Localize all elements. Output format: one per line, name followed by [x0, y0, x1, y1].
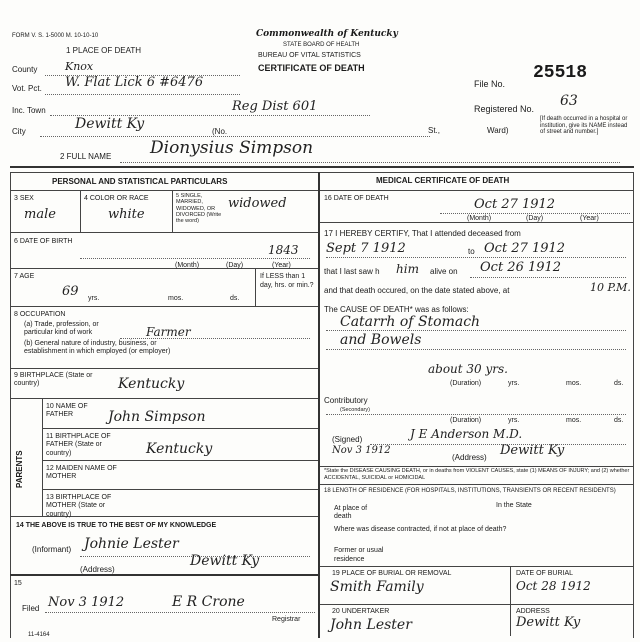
medical-heading: MEDICAL CERTIFICATE OF DEATH — [376, 176, 510, 185]
page-title: CERTIFICATE OF DEATH — [258, 63, 365, 73]
informant-heading: 14 THE ABOVE IS TRUE TO THE BEST OF MY KNOWLEDGE — [16, 522, 217, 529]
occupation-b-label: (b) General nature of industry, business, or establishment in which employed (or employer) — [24, 340, 171, 356]
dob-month-label: (Month) — [175, 262, 200, 269]
undertaker-address-label: ADDRESS — [516, 608, 550, 615]
informant-value: Johnie Lester — [84, 536, 179, 552]
burial-date-value: Oct 28 1912 — [516, 579, 591, 593]
undertaker-value: John Lester — [330, 617, 412, 633]
full-name-label: 2 FULL NAME — [60, 152, 112, 161]
alive-on-value: Oct 26 1912 — [480, 260, 562, 275]
occupation-value: Farmer — [146, 325, 191, 339]
cause-line-1: Catarrh of Stomach — [340, 314, 481, 330]
father-birthplace-label: 11 BIRTHPLACE OF FATHER (State or country) — [46, 433, 111, 457]
death-month-label: (Month) — [467, 215, 492, 222]
secondary-label: (Secondary) — [340, 407, 370, 413]
dob-year-value: 1843 — [268, 243, 299, 257]
registered-no-label: Registered No. — [474, 104, 535, 114]
ward-label: Ward) — [487, 126, 509, 135]
age-mos-label: mos. — [168, 295, 184, 302]
dob-label: 6 DATE OF BIRTH — [14, 238, 73, 245]
less-than-day-label: If LESS than 1 day, hrs. or min.? — [260, 273, 314, 290]
in-state-label: In the State — [496, 502, 532, 509]
marital-value: widowed — [228, 196, 287, 211]
certify-label: 17 I HEREBY CERTIFY, That I attended deceased from — [324, 229, 521, 238]
duration-ds-label: ds. — [614, 380, 624, 387]
reg-dist-value: Reg Dist 601 — [232, 99, 318, 114]
father-birthplace-value: Kentucky — [146, 441, 213, 457]
personal-heading: PERSONAL AND STATISTICAL PARTICULARS — [52, 177, 228, 186]
full-name-value: Dionysius Simpson — [150, 138, 314, 158]
age-ds-label: ds. — [230, 295, 240, 302]
county-value: Knox — [65, 60, 94, 73]
alive-on-label: alive on — [430, 267, 458, 276]
duration-mos-label: mos. — [566, 380, 582, 387]
registered-no-value: 63 — [560, 93, 578, 109]
occupation-a-label: (a) Trade, profession, or particular kind of work — [24, 321, 99, 337]
date-of-death-value: Oct 27 1912 — [474, 197, 556, 212]
sex-value: male — [24, 207, 56, 222]
burial-label: 19 PLACE OF BURIAL OR REMOVAL — [332, 570, 452, 577]
street-no-label: (No. — [212, 127, 228, 136]
duration-2-mos-label: mos. — [566, 417, 582, 424]
burial-date-label: DATE OF BURIAL — [516, 570, 574, 577]
contracted-label: Where was disease contracted, if not at place of death? — [334, 526, 507, 533]
duration-label-1: (Duration) — [450, 380, 482, 387]
informant-address-value: Dewitt Ky — [190, 553, 260, 569]
registrar-label: Registrar — [272, 616, 301, 623]
sex-label: 3 SEX — [14, 195, 34, 202]
father-name-label: 10 NAME OF FATHER — [46, 403, 88, 419]
duration-value: about 30 yrs. — [428, 362, 508, 376]
color-value: white — [108, 207, 145, 222]
filed-date-value: Nov 3 1912 — [48, 595, 125, 610]
occurred-label: and that death occured, on the date stated above, at — [324, 286, 510, 295]
marital-label: 5 SINGLE, MARRIED, WIDOWED, OR DIVORCED (Write the word) — [176, 193, 222, 225]
filed-label: Filed — [22, 604, 40, 613]
at-place-label: At place of death — [334, 505, 368, 521]
number-15: 15 — [14, 580, 22, 587]
duration-label-2: (Duration) — [450, 417, 482, 424]
dob-day-label: (Day) — [226, 262, 244, 269]
city-label: City — [12, 127, 26, 136]
physician-address-label: (Address) — [452, 453, 487, 462]
burial-place-value: Smith Family — [330, 579, 424, 595]
signed-label: (Signed) — [332, 435, 363, 444]
file-no-label: File No. — [474, 79, 506, 89]
form-code: FORM V. S. 1-5000 M. 10-10-10 — [12, 33, 99, 39]
birthplace-label: 9 BIRTHPLACE (State or country) — [14, 372, 93, 388]
commonwealth-heading: Commonwealth of Kentucky — [256, 29, 398, 39]
signed-date-value: Nov 3 1912 — [332, 445, 391, 456]
date-of-death-label: 16 DATE OF DEATH — [324, 195, 389, 202]
certify-to-label: to — [468, 247, 475, 256]
hospital-note: [If death occurred in a hospital or institution, give its NAME instead of street and number.] — [540, 116, 628, 136]
death-year-label: (Year) — [580, 215, 599, 222]
former-residence-label: Former or usual residence — [334, 547, 384, 564]
occupation-label: 8 OCCUPATION — [14, 311, 66, 318]
age-value: 69 — [62, 284, 79, 299]
age-label: 7 AGE — [14, 273, 35, 280]
mother-birthplace-label: 13 BIRTHPLACE OF MOTHER (State or country) — [46, 494, 112, 518]
contributory-label: Contributory — [324, 396, 368, 405]
mother-name-label: 12 MAIDEN NAME OF MOTHER — [46, 465, 117, 481]
undertaker-address-value: Dewitt Ky — [516, 615, 581, 630]
dob-year-label: (Year) — [272, 262, 291, 269]
father-name-value: John Simpson — [108, 409, 206, 425]
birthplace-value: Kentucky — [118, 376, 185, 392]
cause-label: The CAUSE OF DEATH* was as follows: — [324, 305, 469, 314]
last-saw-label: that I last saw h — [324, 267, 380, 276]
duration-2-yrs-label: yrs. — [508, 417, 520, 424]
file-no-value: 25518 — [533, 63, 588, 83]
certify-from-value: Sept 7 1912 — [326, 241, 406, 256]
street-label: St., — [428, 126, 441, 135]
county-label: County — [12, 65, 38, 74]
duration-2-ds-label: ds. — [614, 417, 624, 424]
city-value: Dewitt Ky — [75, 116, 145, 132]
residence-label: 18 LENGTH OF RESIDENCE (FOR HOSPITALS, INSTITUTIONS, TRANSIENTS OR RECENT RESIDENTS) — [324, 488, 616, 494]
vot-pct-label: Vot. Pct. — [12, 84, 42, 93]
physician-address-value: Dewitt Ky — [500, 443, 565, 458]
age-yrs-label: yrs. — [88, 295, 100, 302]
place-of-death-heading: 1 PLACE OF DEATH — [66, 46, 141, 55]
vot-pct-value: W. Flat Lick 6 #6476 — [65, 75, 204, 90]
bureau-heading: BUREAU OF VITAL STATISTICS — [258, 52, 361, 59]
registrar-value: E R Crone — [172, 594, 245, 610]
footer-code: 11-4164 — [28, 632, 50, 638]
informant-label: (Informant) — [32, 545, 72, 554]
cause-footnote: *State the DISEASE CAUSING DEATH, or in deaths from VIOLENT CAUSES, state (1) MEANS OF INJURY; and (2) whether ACCIDENTAL, SUICIDAL or HOMICIDAL — [324, 468, 630, 481]
cause-line-2: and Bowels — [340, 332, 422, 348]
certify-to-value: Oct 27 1912 — [484, 241, 566, 256]
occurred-time-value: 10 P.M. — [590, 281, 631, 294]
signed-value: J E Anderson M.D. — [410, 427, 523, 441]
parents-label: PARENTS — [15, 450, 24, 488]
last-saw-value: him — [396, 262, 419, 276]
duration-yrs-label: yrs. — [508, 380, 520, 387]
undertaker-label: 20 UNDERTAKER — [332, 608, 390, 615]
color-label: 4 COLOR OR RACE — [84, 195, 149, 202]
death-day-label: (Day) — [526, 215, 544, 222]
informant-address-label: (Address) — [80, 565, 115, 574]
inc-town-label: Inc. Town — [12, 106, 46, 115]
board-heading: STATE BOARD OF HEALTH — [283, 42, 360, 48]
